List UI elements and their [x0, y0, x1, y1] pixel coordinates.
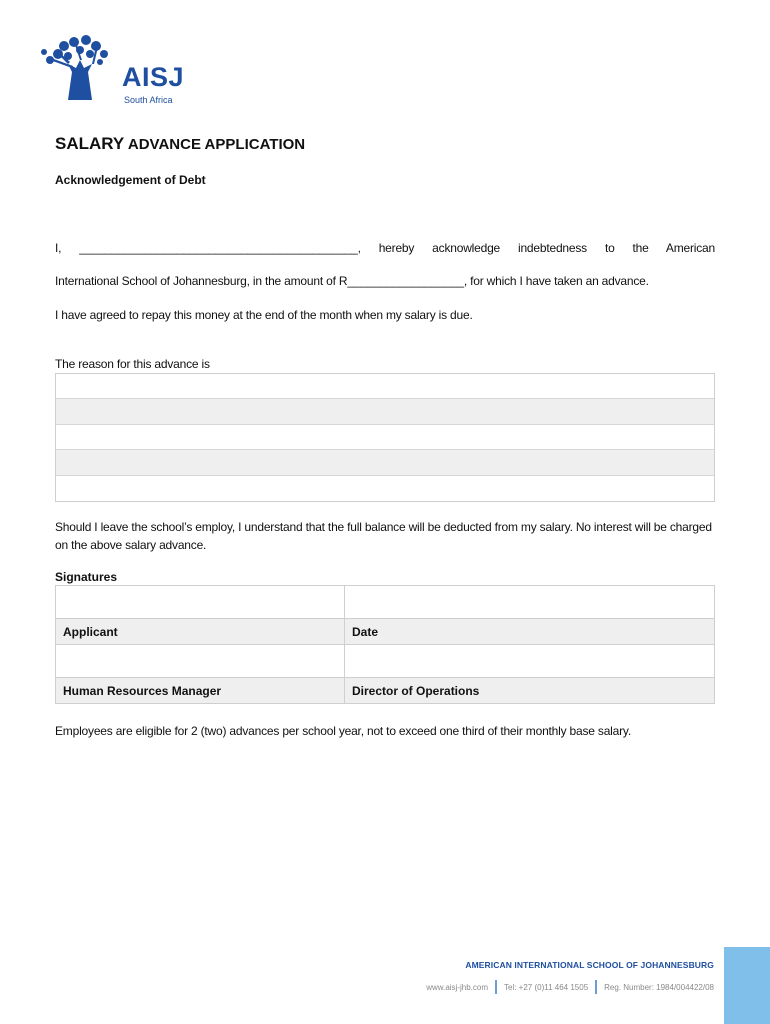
reason-line[interactable]	[56, 476, 714, 501]
footer-website[interactable]: www.aisj-jhb.com	[426, 982, 488, 992]
director-signature-field[interactable]	[345, 645, 715, 678]
reason-input-area[interactable]	[55, 373, 715, 502]
title-salary: SALARY	[55, 134, 125, 153]
signatures-heading: Signatures	[55, 570, 118, 584]
reason-line[interactable]	[56, 374, 714, 399]
title-rest: ADVANCE APPLICATION	[127, 136, 306, 153]
footer-telephone: Tel: +27 (0)11 464 1505	[504, 982, 589, 992]
applicant-label: Applicant	[56, 619, 345, 645]
director-label: Director of Operations	[345, 678, 715, 704]
footer-contact	[426, 980, 714, 994]
footer-school-name: AMERICAN INTERNATIONAL SCHOOL OF JOHANNESBURG	[465, 960, 714, 970]
footer-accent-bar	[724, 947, 770, 1024]
reason-line[interactable]	[56, 399, 714, 424]
reason-line[interactable]	[56, 425, 714, 450]
employment-clause: Should I leave the school’s employ, I understand that the full balance will be deducted from my salary. No interest will be charged on the above salary advance.	[55, 520, 712, 552]
acknowledgement-line-1: I, ___________________________________________, hereby acknowledge indebtedness to the American	[55, 241, 715, 255]
hr-manager-signature-field[interactable]	[56, 645, 345, 678]
signatures-table	[55, 585, 715, 704]
date-label: Date	[345, 619, 715, 645]
reason-line[interactable]	[56, 450, 714, 475]
date-field[interactable]	[345, 586, 715, 619]
acknowledgement-line-2: International School of Johannesburg, in the amount of R__________________, for which I have taken an advance.	[55, 274, 649, 288]
baobab-tree-icon	[38, 32, 118, 102]
page-title	[55, 134, 305, 154]
footer-separator	[595, 980, 597, 994]
logo-subtitle: South Africa	[124, 95, 173, 105]
logo-wordmark: AISJ	[122, 62, 185, 92]
hr-manager-label: Human Resources Manager	[56, 678, 345, 704]
section-subtitle: Acknowledgement of Debt	[55, 173, 206, 187]
footer-registration: Reg. Number: 1984/004422/08	[604, 982, 714, 992]
eligibility-note: Employees are eligible for 2 (two) advances per school year, not to exceed one third of their monthly base salary.	[55, 724, 631, 738]
repayment-statement: I have agreed to repay this money at the end of the month when my salary is due.	[55, 308, 473, 322]
applicant-signature-field[interactable]	[56, 586, 345, 619]
footer-separator	[495, 980, 497, 994]
aisj-logo	[38, 32, 188, 110]
reason-label: The reason for this advance is	[55, 357, 210, 371]
